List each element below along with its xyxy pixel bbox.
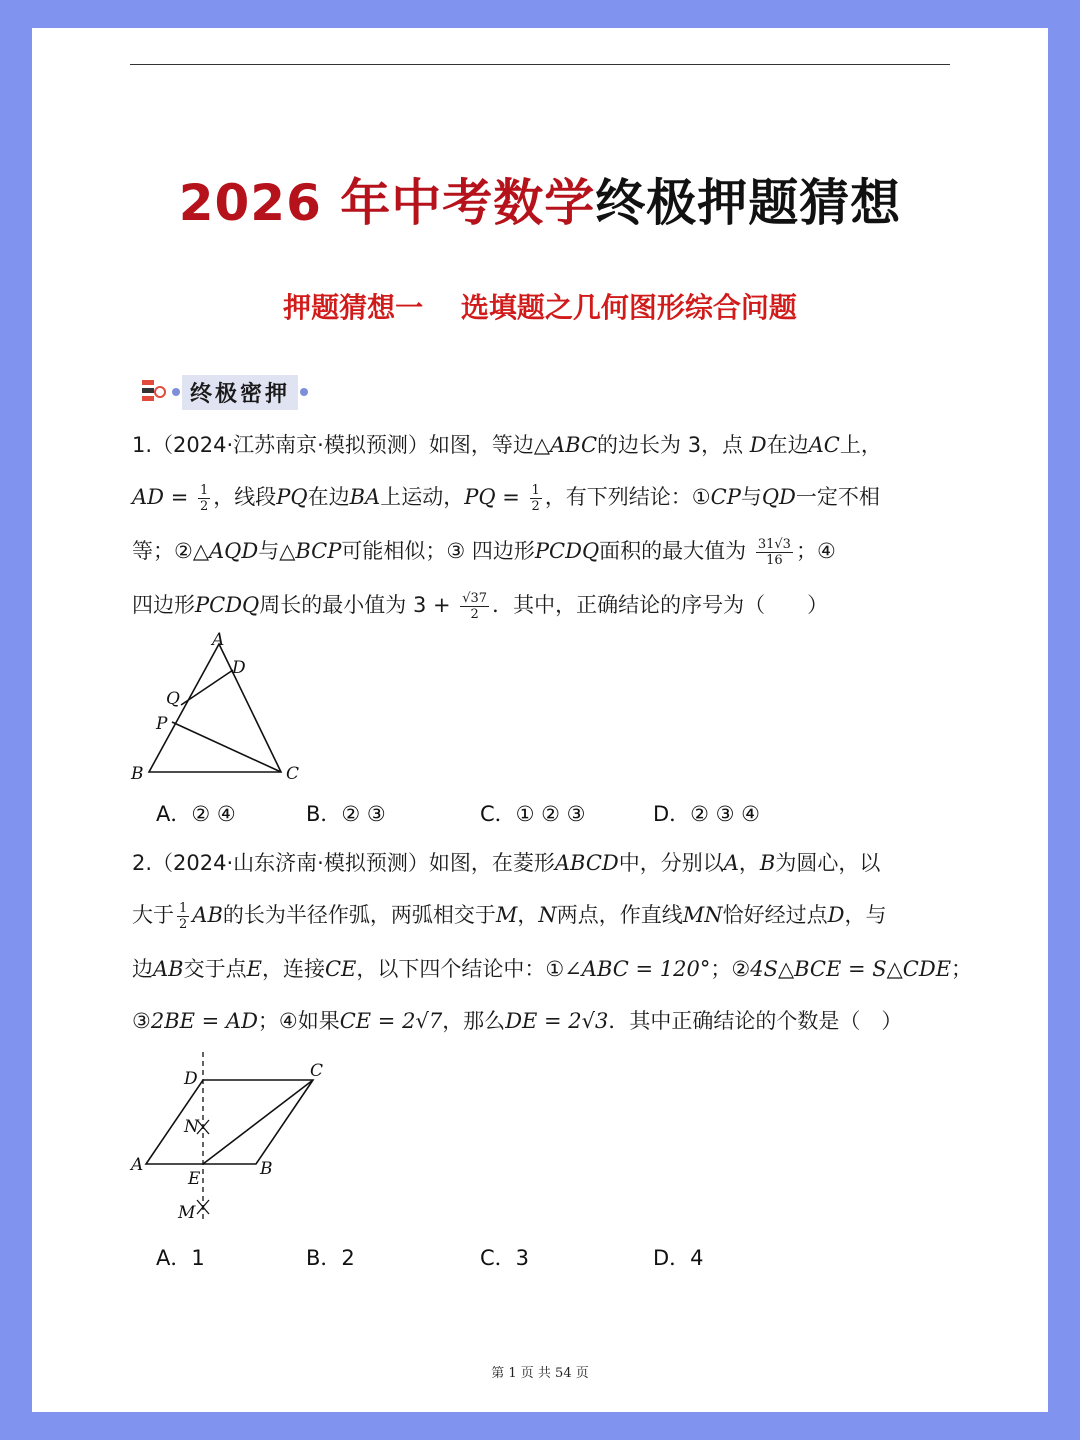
q1-text: ，有下列结论：① [544, 485, 711, 509]
q1-text: 四边形 [132, 593, 195, 617]
q2-fraction: $\frac{1}{2}$ [179, 900, 188, 932]
segment-pc [172, 722, 281, 772]
q2-text: 大于 [132, 903, 174, 927]
q2-math: AB [192, 903, 223, 927]
q1-line-4 [132, 590, 952, 622]
q1-math: AC [808, 433, 840, 457]
q2-line-3 [132, 954, 973, 984]
q2-math: AB [153, 957, 184, 981]
q2-text: 中，分别以 [618, 851, 724, 875]
option-a[interactable]: A．1 [156, 1246, 205, 1270]
q2-math: 2BE = AD [150, 1009, 258, 1033]
q2-line-1 [132, 848, 952, 878]
q2-math: DE = 2√3 [505, 1009, 609, 1033]
q2-text: ； [951, 957, 973, 981]
figure-label: D [184, 1069, 198, 1089]
q2-math: N [538, 903, 557, 927]
q1-math: QD [761, 485, 796, 509]
q1-text: 面积的最大值为 [599, 539, 753, 563]
q1-line-3 [132, 536, 952, 568]
figure-label: P [156, 714, 168, 734]
q2-math: A [723, 851, 739, 875]
q1-text: 上， [839, 433, 882, 457]
q2-text: ；② [710, 957, 751, 981]
badge-label: 终极密押 [182, 375, 298, 410]
q2-text: 恰好经过点 [722, 903, 828, 927]
q2-math: M [495, 903, 518, 927]
q1-math: D [749, 433, 767, 457]
q1-text: ；④ [795, 539, 836, 563]
q2-math: D [827, 903, 845, 927]
q2-math: CE [324, 957, 357, 981]
option-c[interactable]: C．3 [480, 1246, 530, 1270]
q2-text: 边 [132, 957, 153, 981]
q2-text: ， [738, 851, 760, 875]
figure-label: E [188, 1169, 201, 1189]
q1-text: = [495, 485, 527, 509]
target-list-icon [140, 377, 170, 407]
option-c[interactable]: C．① ② ③ [480, 802, 586, 826]
q1-math: AQD [208, 539, 259, 563]
title-red-part: 2026 年中考数学 [178, 174, 596, 232]
option-d[interactable]: D．4 [653, 1246, 704, 1270]
q1-text: ，线段 [213, 485, 277, 509]
q1-math: PQ [276, 485, 308, 509]
q1-math: BA [349, 485, 381, 509]
option-b[interactable]: B．② ③ [306, 802, 386, 826]
segment-ce [203, 1080, 313, 1164]
section-badge [140, 372, 310, 412]
figure-label: D [232, 658, 246, 678]
q2-math: MN [682, 903, 723, 927]
q1-text: 周长的最小值为 3 + [259, 593, 458, 617]
q1-text: 与△ [258, 539, 296, 563]
q2-text: 为圆心，以 [775, 851, 881, 875]
q2-text: 交于点 [183, 957, 247, 981]
q2-math: ∠ABC = 120° [564, 957, 711, 981]
q2-text: 两点，作直线 [556, 903, 683, 927]
q1-math: PCDQ [195, 593, 260, 617]
q1-math: BCP [295, 539, 342, 563]
q1-text: 在边 [307, 485, 350, 509]
figure-label: B [131, 764, 144, 784]
figure-label: A [212, 630, 225, 650]
option-a[interactable]: A．② ④ [156, 802, 236, 826]
q1-math: CP [710, 485, 741, 509]
q1-fraction: $\frac{31√3}{16}$ [757, 536, 791, 568]
header-rule [130, 64, 950, 65]
rhombus-abcd [146, 1080, 313, 1164]
q2-text: 的长为半径作弧，两弧相交于 [222, 903, 496, 927]
page-footer: 第 1 页 共 54 页 [491, 1366, 589, 1381]
q1-line-1 [132, 430, 952, 460]
q2-line-2 [132, 900, 952, 932]
q1-text: 上运动， [380, 485, 465, 509]
q1-text: 在边 [766, 433, 809, 457]
q1-math: PCDQ [534, 539, 600, 563]
q1-fraction: $\frac{1}{2}$ [531, 482, 540, 514]
q1-figure-triangle [126, 628, 326, 788]
q1-line-2 [132, 482, 952, 514]
q1-text: 的边长为 3，点 [597, 433, 750, 457]
q1-fraction: $\frac{1}{2}$ [199, 482, 209, 514]
figure-label: C [310, 1061, 324, 1081]
document-page [32, 28, 1048, 1412]
q2-text: ，与 [844, 903, 887, 927]
title-black-part: 终极押题猜想 [595, 174, 902, 232]
page-title [32, 163, 1048, 235]
q2-text: ，连接 [261, 957, 325, 981]
figure-label: A [131, 1155, 144, 1175]
q1-text: 与 [740, 485, 762, 509]
q2-line-4 [132, 1006, 952, 1036]
q2-text: ， [517, 903, 539, 927]
q2-text: ．其中正确结论的个数是（ ） [608, 1009, 903, 1033]
q1-text: ．其中，正确结论的序号为（ ） [492, 593, 829, 617]
q1-text: 1.（2024·江苏南京·模拟预测）如图，等边△ [132, 433, 550, 457]
q1-math: AD [132, 485, 165, 509]
figure-label: C [286, 764, 300, 784]
q1-text: 一定不相 [795, 485, 880, 509]
q2-figure-rhombus [126, 1050, 356, 1230]
option-d[interactable]: D．② ③ ④ [653, 802, 760, 826]
figure-label: M [178, 1203, 196, 1223]
q1-text: = [164, 485, 195, 509]
q1-text: 等；②△ [132, 539, 209, 563]
badge-dot-right [300, 388, 308, 396]
q1-fraction: $\frac{√37}{2}$ [462, 590, 488, 622]
figure-label: Q [166, 689, 180, 709]
q2-text: 2.（2024·山东济南·模拟预测）如图，在菱形 [132, 851, 555, 875]
q2-math: 4S△BCE = S△CDE [750, 957, 952, 981]
q2-math: E [246, 957, 262, 981]
q2-options [156, 1242, 916, 1272]
q1-math: PQ [464, 485, 496, 509]
q1-text: 可能相似；③ 四边形 [341, 539, 535, 563]
figure-label: B [260, 1159, 273, 1179]
q2-math: B [759, 851, 776, 875]
q1-options [156, 798, 916, 828]
badge-dot-left [172, 388, 180, 396]
q2-math: CE = 2√7 [339, 1009, 443, 1033]
q2-math: ABCD [554, 851, 619, 875]
option-b[interactable]: B．2 [306, 1246, 355, 1270]
section-subtitle: 押题猜想一 选填题之几何图形综合问题 [283, 291, 797, 324]
q1-math: ABC [549, 433, 598, 457]
q2-text: ③ [132, 1009, 151, 1033]
figure-label: N [184, 1117, 199, 1137]
q2-text: ；④如果 [257, 1009, 340, 1033]
segment-dq [181, 670, 233, 705]
q2-text: ，那么 [442, 1009, 506, 1033]
q2-text: ，以下四个结论中：① [356, 957, 565, 981]
